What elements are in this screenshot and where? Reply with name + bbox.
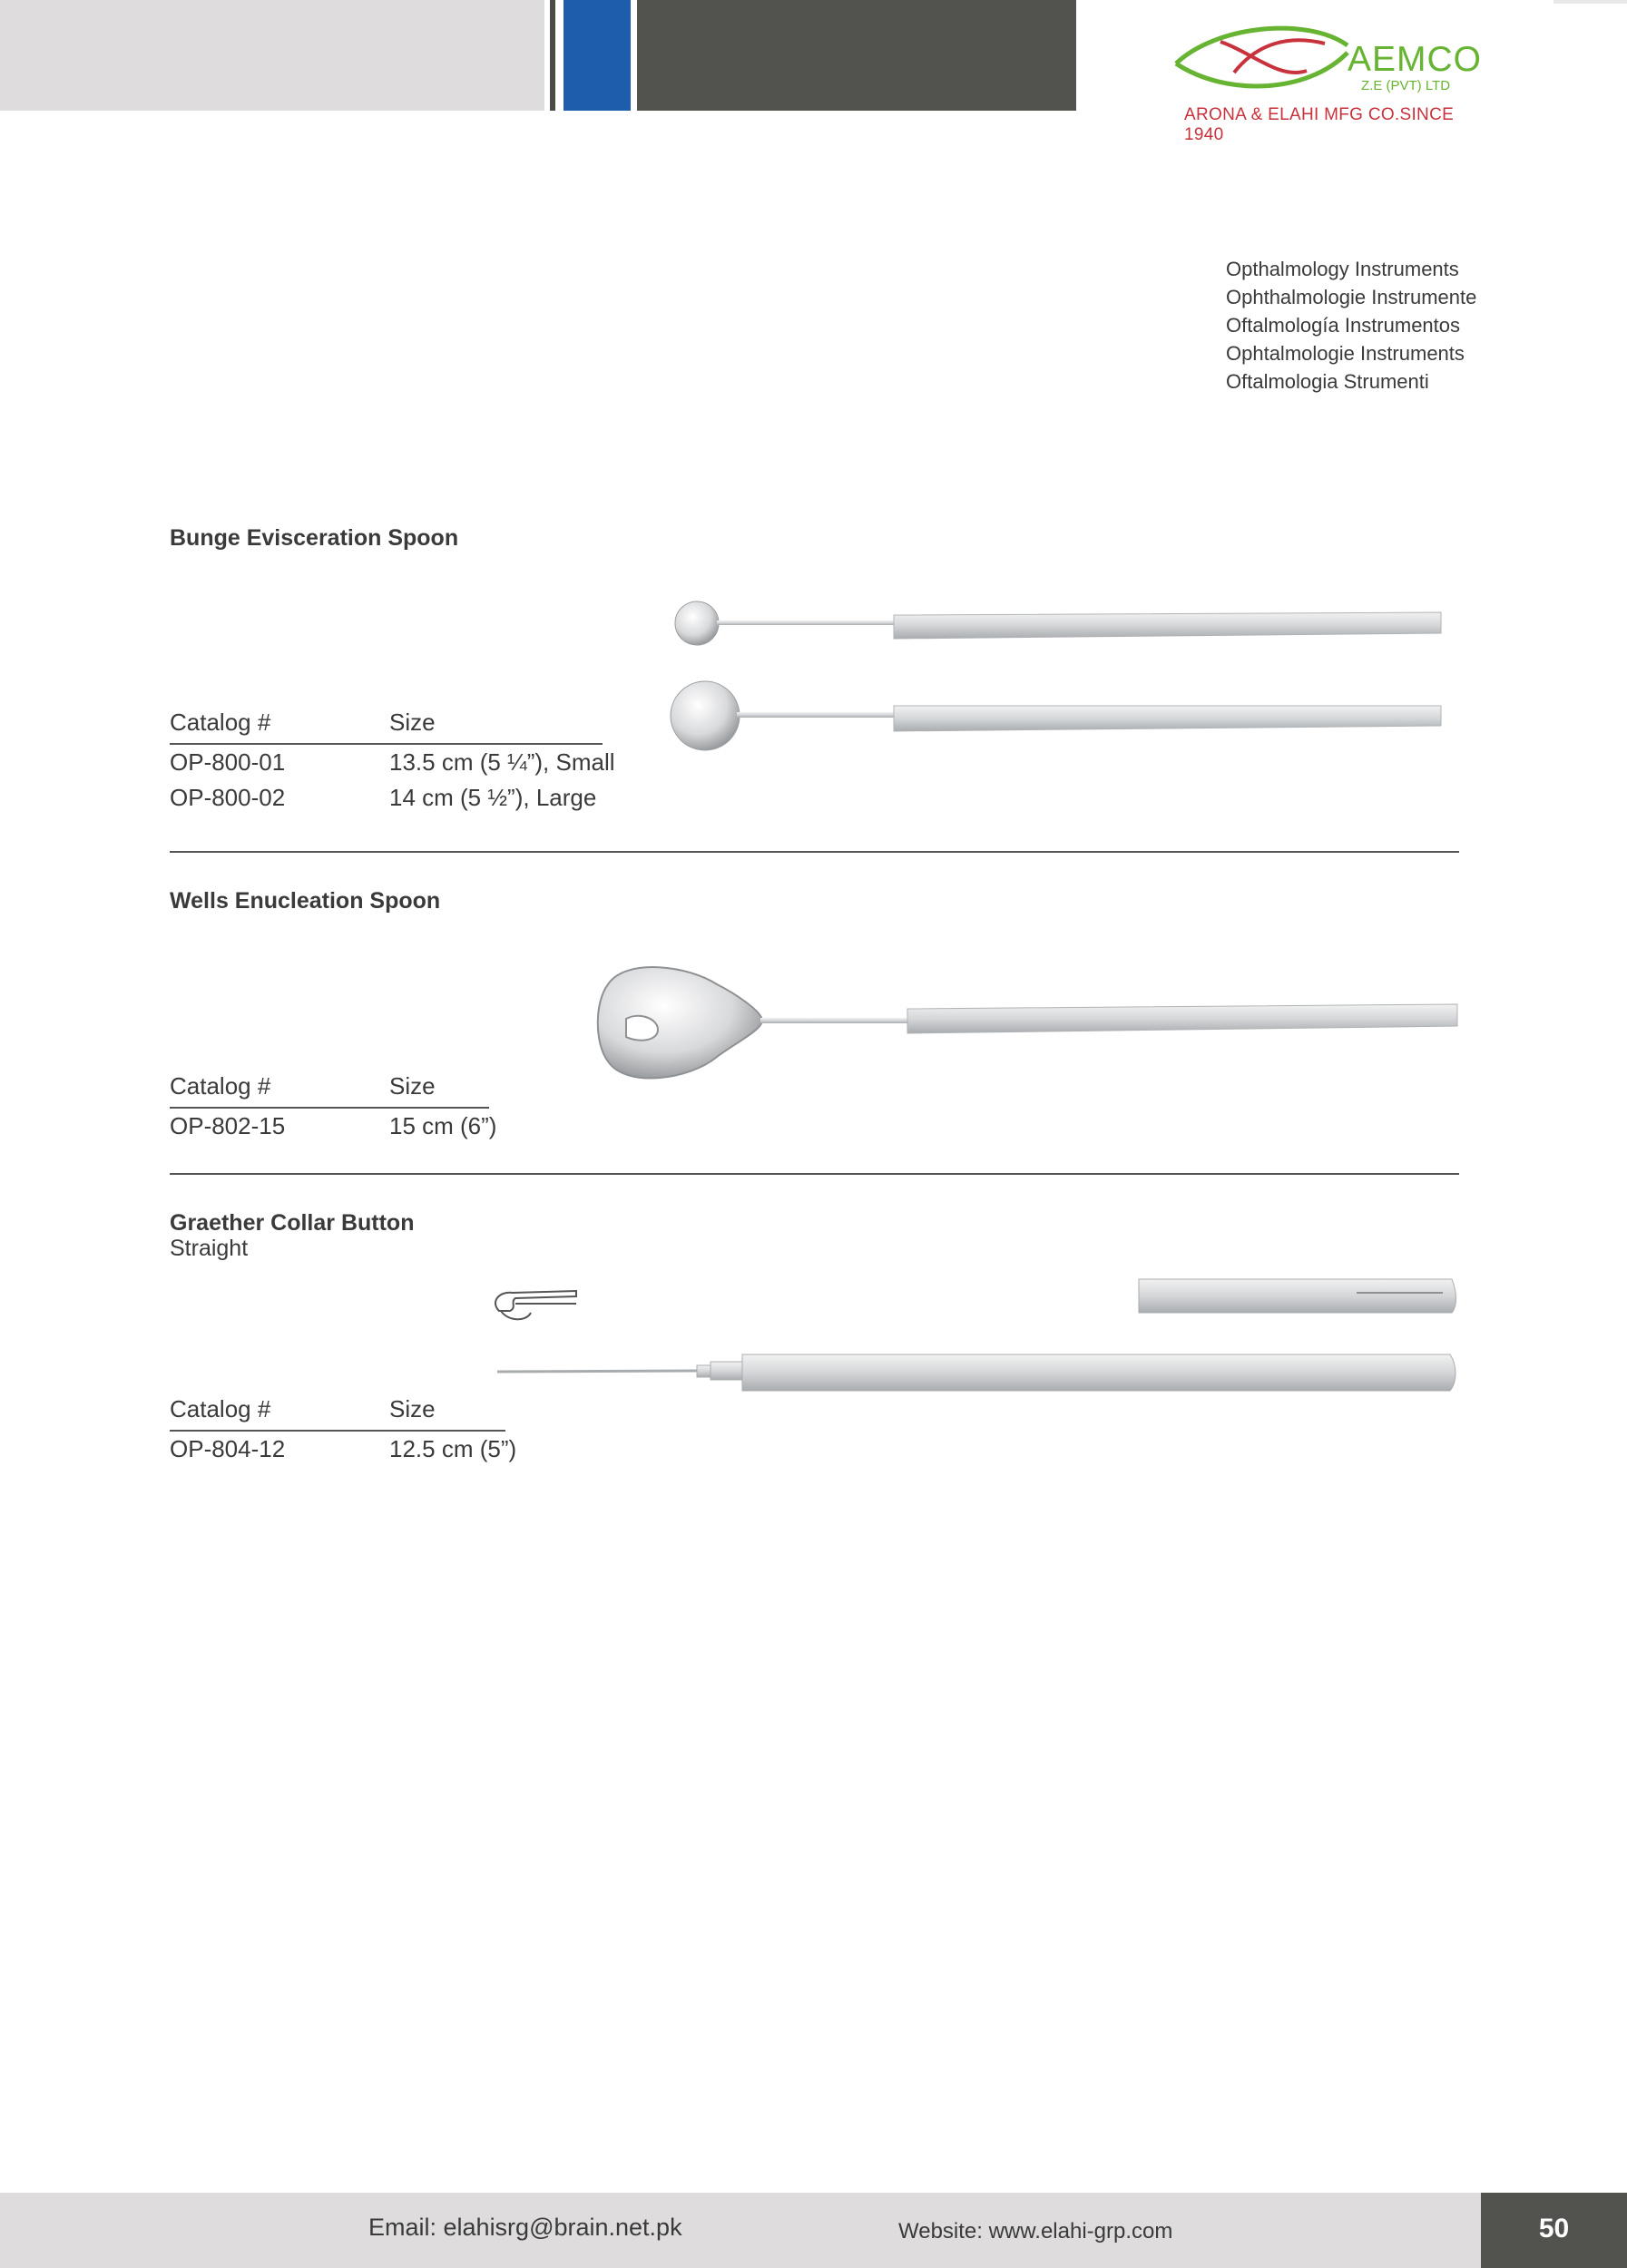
- section-subtitle: Straight: [170, 1236, 249, 1261]
- wells-spoon-image: [590, 957, 1461, 1093]
- section-divider: [170, 851, 1459, 853]
- graether-button-image: [490, 1275, 1461, 1402]
- size-header: Size: [389, 1072, 436, 1100]
- catalog-number: OP-804-12: [170, 1435, 286, 1462]
- logo-subtitle: Z.E (PVT) LTD: [1361, 78, 1451, 93]
- table-rule: [170, 1430, 505, 1432]
- section-title: Graether Collar Button: [170, 1210, 415, 1236]
- size-header: Size: [389, 709, 436, 736]
- header-dark-bar: [637, 0, 1076, 111]
- logo-eye-icon: [1171, 16, 1352, 103]
- footer-bar: [0, 2193, 1481, 2268]
- section-title: Bunge Evisceration Spoon: [170, 525, 459, 551]
- header-corner-bar: [1553, 0, 1627, 4]
- bunge-spoon-image: [635, 590, 1452, 762]
- category-languages: [1226, 255, 1476, 396]
- size-value: 12.5 cm (5”): [389, 1435, 517, 1462]
- company-logo: [1171, 16, 1497, 144]
- catalog-table: [170, 709, 615, 811]
- language-line: Oftalmologia Strumenti: [1226, 370, 1429, 393]
- header-thin-bar: [550, 0, 555, 111]
- size-value: 14 cm (5 ½”), Large: [389, 784, 597, 811]
- catalog-header: Catalog #: [170, 1072, 271, 1100]
- catalog-number: OP-800-02: [170, 784, 286, 811]
- catalog-table: [170, 1395, 533, 1468]
- header-grey-bar: [0, 0, 544, 111]
- size-value: 13.5 cm (5 ¼”), Small: [389, 748, 615, 776]
- catalog-number: OP-800-01: [170, 748, 286, 776]
- footer-website: Website: www.elahi-grp.com: [898, 2219, 1173, 2244]
- logo-name: AEMCO: [1348, 40, 1483, 79]
- logo-tagline: ARONA & ELAHI MFG CO.SINCE 1940: [1184, 105, 1455, 144]
- language-line: Opthalmology Instruments: [1226, 258, 1459, 280]
- catalog-table: [170, 1072, 533, 1145]
- section-divider: [170, 1173, 1459, 1175]
- language-line: Ophthalmologie Instrumente: [1226, 286, 1477, 308]
- language-line: Ophtalmologie Instruments: [1226, 342, 1465, 365]
- catalog-number: OP-802-15: [170, 1112, 286, 1139]
- language-line: Oftalmología Instrumentos: [1226, 314, 1461, 337]
- catalog-header: Catalog #: [170, 709, 271, 736]
- header-blue-bar: [564, 0, 631, 111]
- size-header: Size: [389, 1395, 436, 1422]
- section-title: Wells Enucleation Spoon: [170, 888, 441, 914]
- footer-email: Email: elahisrg@brain.net.pk: [368, 2214, 682, 2241]
- table-rule: [170, 1107, 489, 1109]
- catalog-header: Catalog #: [170, 1395, 271, 1422]
- size-value: 15 cm (6”): [389, 1112, 497, 1139]
- table-rule: [170, 743, 603, 745]
- page-number: 50: [1538, 2214, 1570, 2244]
